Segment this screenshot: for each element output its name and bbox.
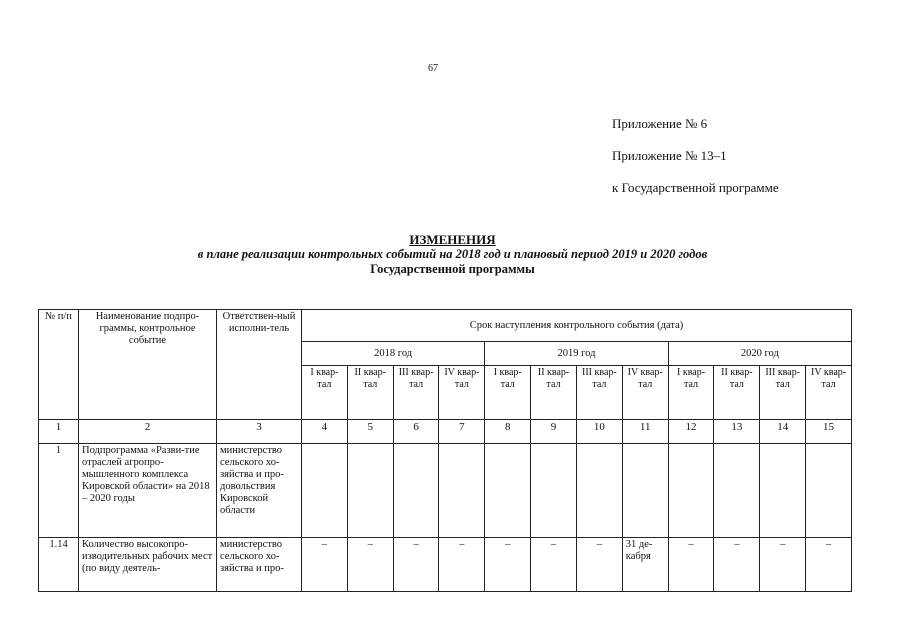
column-number: 1 [39,420,79,444]
header-deadline: Срок наступления контрольного события (дата) [302,310,852,342]
row-responsible: министерство сельского хо-зяйства и про- [217,538,302,592]
column-number: 5 [347,420,393,444]
row-name: Количество высокопро-изводительных рабочих мест (по виду деятель- [79,538,217,592]
row-name: Подпрограмма «Разви-тие отраслей агропро-мышленного комплекса Кировской области» на 2018 – 2020 годы [79,444,217,538]
header-year-2019: 2019 год [485,342,668,366]
header-quarter: IV квар-тал [622,366,668,420]
row-quarter-cell: – [668,538,714,592]
row-quarter-cell: – [393,538,439,592]
row-quarter-cell [485,444,531,538]
column-number: 6 [393,420,439,444]
column-number: 7 [439,420,485,444]
header-quarter: II квар-тал [714,366,760,420]
header-quarter: III квар-тал [576,366,622,420]
title-subtitle: в плане реализации контрольных событий на 2018 год и плановый период 2019 и 2020 годов [197,247,708,261]
title-subtitle-2: Государственной программы [370,262,535,276]
appendix-line-3: к Государственной программе [612,180,779,195]
row-quarter-cell: – [347,538,393,592]
appendix-line-1: Приложение № 6 [612,116,708,131]
row-quarter-cell [760,444,806,538]
header-quarter: IV квар-тал [806,366,852,420]
row-quarter-cell: – [806,538,852,592]
row-num: 1 [39,444,79,538]
appendix-line-2: Приложение № 13–1 [612,148,727,163]
row-responsible: министерство сельского хо-зяйства и про-довольствия Кировской области [217,444,302,538]
page-number: 67 [428,63,438,74]
header-quarter: II квар-тал [347,366,393,420]
header-name: Наименование подпро-граммы, контрольное событие [79,310,217,420]
header-quarter: III квар-тал [393,366,439,420]
row-quarter-cell [302,444,348,538]
table-row [39,444,852,538]
row-quarter-cell: – [714,538,760,592]
header-quarter: I квар-тал [668,366,714,420]
row-quarter-cell: – [302,538,348,592]
row-quarter-cell [439,444,485,538]
column-number: 15 [806,420,852,444]
header-num: № п/п [39,310,79,420]
row-quarter-cell: – [531,538,577,592]
control-events-table [38,309,852,592]
table-row [39,538,852,592]
document-title [0,232,905,277]
column-number: 10 [576,420,622,444]
row-quarter-cell [668,444,714,538]
row-quarter-cell: 31 де-кабря [622,538,668,592]
header-year-2018: 2018 год [302,342,485,366]
row-quarter-cell [806,444,852,538]
header-responsible: Ответствен-ный исполни-тель [217,310,302,420]
row-quarter-cell: – [439,538,485,592]
column-number: 11 [622,420,668,444]
column-number: 9 [531,420,577,444]
column-number: 3 [217,420,302,444]
row-quarter-cell [347,444,393,538]
column-number: 8 [485,420,531,444]
header-quarter: II квар-тал [531,366,577,420]
header-quarter: I квар-тал [485,366,531,420]
row-quarter-cell: – [576,538,622,592]
row-quarter-cell: – [485,538,531,592]
row-quarter-cell [576,444,622,538]
header-quarter: I квар-тал [302,366,348,420]
row-quarter-cell [714,444,760,538]
row-quarter-cell: – [760,538,806,592]
column-number: 13 [714,420,760,444]
row-quarter-cell [393,444,439,538]
title-main: ИЗМЕНЕНИЯ [409,232,496,247]
column-number-row [39,420,852,444]
header-quarter: IV квар-тал [439,366,485,420]
row-num: 1.14 [39,538,79,592]
column-number: 14 [760,420,806,444]
column-number: 2 [79,420,217,444]
header-year-2020: 2020 год [668,342,851,366]
row-quarter-cell [622,444,668,538]
row-quarter-cell [531,444,577,538]
column-number: 12 [668,420,714,444]
header-quarter: III квар-тал [760,366,806,420]
column-number: 4 [302,420,348,444]
